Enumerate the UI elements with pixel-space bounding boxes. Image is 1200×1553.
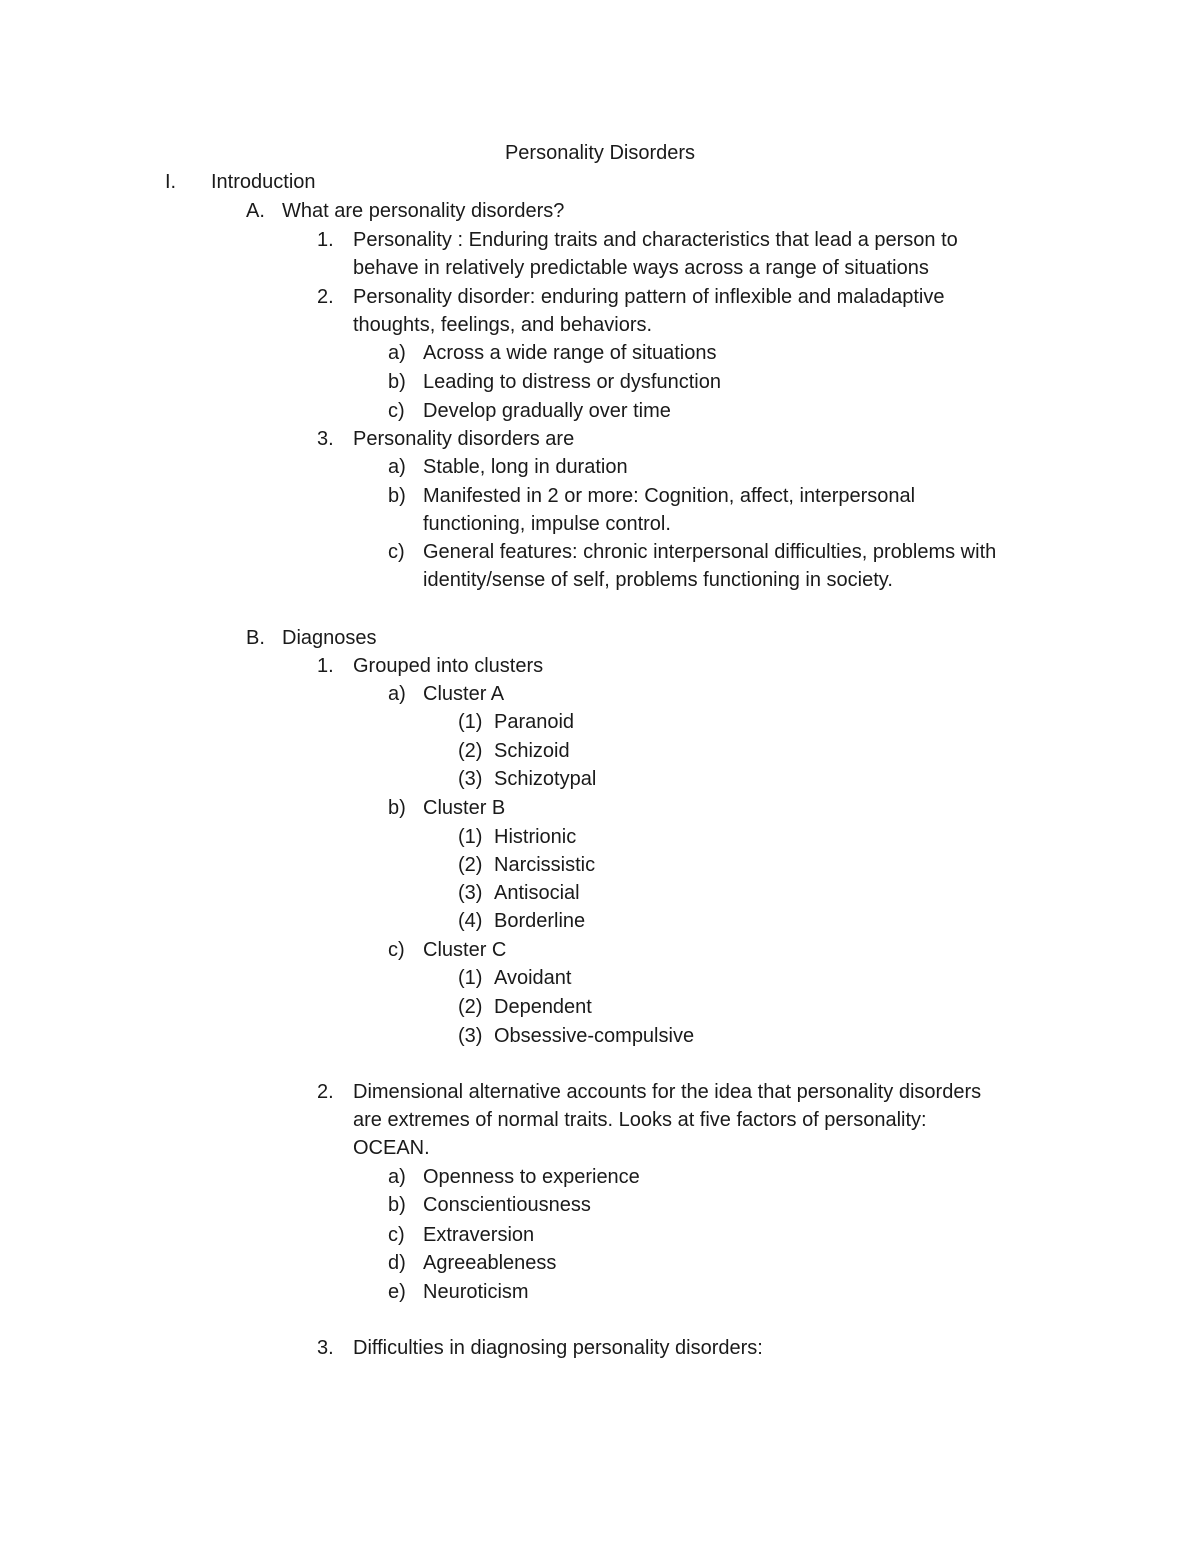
outline-text: Diagnoses [282,627,377,649]
outline-text: Obsessive-compulsive [494,1025,695,1047]
outline-marker: b) [388,371,406,393]
outline-marker: 2. [317,286,334,308]
outline-text: behave in relatively predictable ways across a range of situations [353,257,929,279]
outline-text: Cluster A [423,683,505,705]
outline-text: Cluster B [423,797,506,819]
outline-marker: (1) [458,967,483,989]
outline-marker: 1. [317,229,334,251]
outline-marker: (2) [458,996,483,1018]
outline-marker: a) [388,683,406,705]
outline-marker: (3) [458,882,483,904]
outline-text: Narcissistic [494,854,596,876]
outline-text: Develop gradually over time [423,400,671,422]
outline-text: Across a wide range of situations [423,342,717,364]
page-title: Personality Disorders [504,142,696,164]
outline-marker: b) [388,485,406,507]
outline-text: Difficulties in diagnosing personality disorders: [353,1337,763,1359]
outline-marker: (3) [458,768,483,790]
outline-marker: a) [388,456,406,478]
outline-marker: a) [388,1166,406,1188]
outline-marker: e) [388,1281,406,1303]
outline-text: Leading to distress or dysfunction [423,371,721,393]
outline-marker: (3) [458,1025,483,1047]
outline-text: functioning, impulse control. [423,513,671,535]
outline-marker: 3. [317,1337,334,1359]
outline-text: Personality disorders are [353,428,575,450]
outline-text: thoughts, feelings, and behaviors. [353,314,653,336]
outline-text: Extraversion [423,1224,535,1246]
outline-text: Schizoid [494,740,570,762]
outline-text: Neuroticism [423,1281,529,1303]
outline-marker: (2) [458,740,483,762]
outline-marker: d) [388,1252,406,1274]
outline-text: Personality : Enduring traits and characteristics that lead a person to [353,229,958,251]
outline-text: Avoidant [494,967,572,989]
outline-text: OCEAN. [353,1137,430,1159]
outline-text: Paranoid [494,711,575,733]
outline-marker: c) [388,541,405,563]
outline-text: identity/sense of self, problems functioning in society. [423,569,893,591]
outline-text: What are personality disorders? [282,200,565,222]
outline-marker: I. [165,171,177,193]
outline-marker: 1. [317,655,334,677]
outline-marker: b) [388,797,406,819]
outline-text: Agreeableness [423,1252,557,1274]
outline-marker: 3. [317,428,334,450]
outline-text: Manifested in 2 or more: Cognition, affect, interpersonal [423,485,916,507]
outline-marker: c) [388,1224,405,1246]
outline-marker: a) [388,342,406,364]
outline-text: Stable, long in duration [423,456,628,478]
outline-text: Dimensional alternative accounts for the idea that personality disorders [353,1081,982,1103]
outline-text: Personality disorder: enduring pattern of inflexible and maladaptive [353,286,945,308]
outline-marker: (1) [458,826,483,848]
outline-text: Borderline [494,910,586,932]
outline-text: Dependent [494,996,592,1018]
outline-text: Conscientiousness [423,1194,591,1216]
outline-marker: B. [246,627,265,649]
outline-text: Cluster C [423,939,507,961]
outline-text: Introduction [211,171,316,193]
outline-text: Schizotypal [494,768,597,790]
outline-marker: c) [388,400,405,422]
outline-text: Histrionic [494,826,577,848]
outline-marker: 2. [317,1081,334,1103]
outline-text: Openness to experience [423,1166,640,1188]
outline-text: Antisocial [494,882,580,904]
outline-marker: c) [388,939,405,961]
outline-text: General features: chronic interpersonal difficulties, problems with [423,541,997,563]
outline-text: are extremes of normal traits. Looks at five factors of personality: [353,1109,927,1131]
outline-marker: A. [246,200,265,222]
outline-marker: (1) [458,711,483,733]
outline-marker: (2) [458,854,483,876]
outline-marker: (4) [458,910,483,932]
outline-marker: b) [388,1194,406,1216]
outline-text: Grouped into clusters [353,655,544,677]
